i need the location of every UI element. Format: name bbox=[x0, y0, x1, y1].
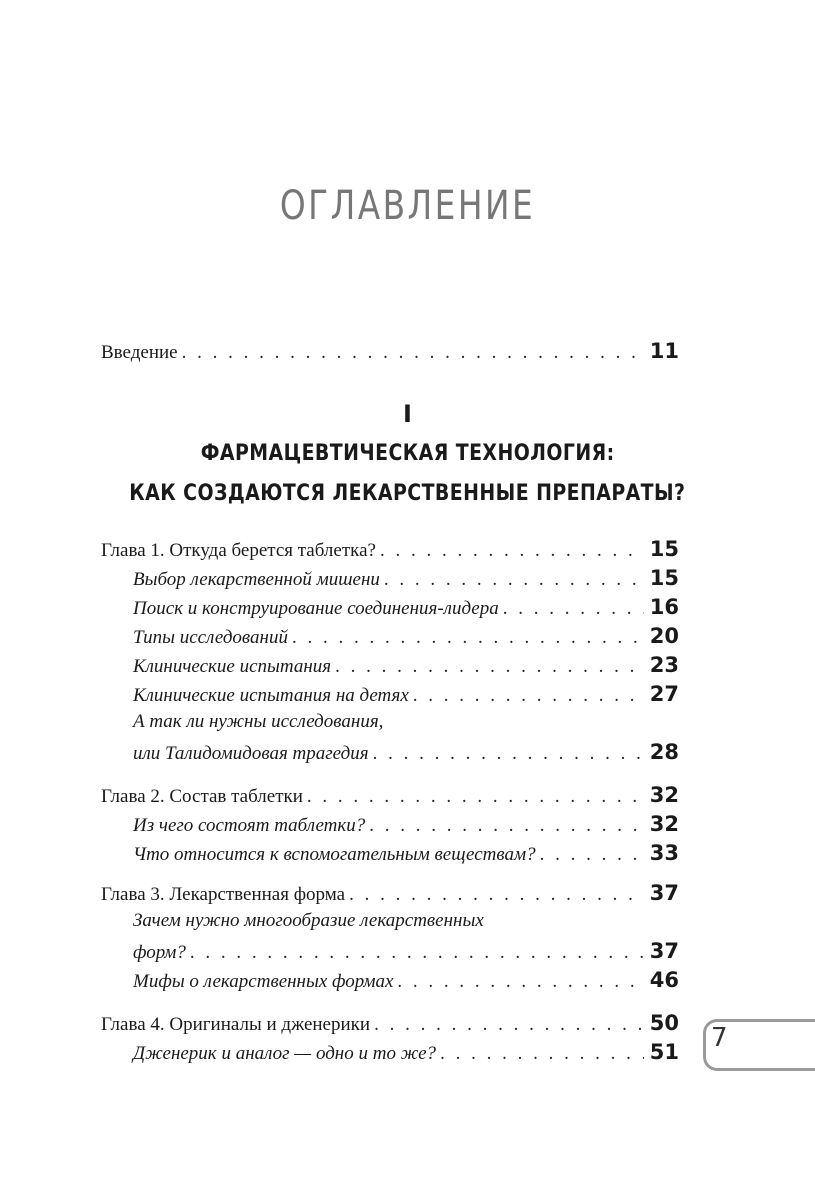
toc-entry-label: А так ли нужны исследования, bbox=[133, 711, 384, 732]
toc-section[interactable] bbox=[133, 939, 679, 969]
toc-page-number: 27 bbox=[649, 682, 679, 706]
toc-page-number: 46 bbox=[649, 968, 679, 992]
toc-entry-label: Клинические испытания на детях bbox=[133, 685, 409, 706]
toc-section[interactable] bbox=[133, 740, 679, 770]
dot-leader bbox=[373, 743, 644, 765]
dot-leader bbox=[292, 627, 644, 649]
toc-entry-label: Дженерик и аналог — одно и то же? bbox=[133, 1043, 437, 1064]
toc-chapter-3[interactable] bbox=[101, 881, 679, 911]
toc-entry-label: Типы исследований bbox=[133, 627, 288, 648]
toc-entry-label: Мифы о лекарственных формах bbox=[133, 971, 394, 992]
toc-chapter-1[interactable] bbox=[101, 537, 679, 567]
toc-section[interactable] bbox=[133, 1040, 679, 1070]
dot-leader bbox=[307, 786, 644, 808]
toc-page-number: 23 bbox=[649, 653, 679, 677]
toc-chapter-4[interactable] bbox=[101, 1011, 679, 1041]
toc-entry-label: Глава 2. Состав таблетки bbox=[101, 786, 303, 807]
toc-section[interactable] bbox=[133, 595, 679, 625]
toc-page-number: 37 bbox=[649, 939, 679, 963]
part-title-line2: КАК СОЗДАЮТСЯ ЛЕКАРСТВЕННЫЕ ПРЕПАРАТЫ? bbox=[129, 481, 686, 506]
toc-entry-label: Введение bbox=[101, 342, 178, 363]
dot-leader bbox=[540, 844, 644, 866]
toc-entry-label: Что относится к вспомогательным веществам? bbox=[133, 844, 536, 865]
dot-leader bbox=[503, 598, 644, 620]
toc-page-number: 20 bbox=[649, 624, 679, 648]
toc-page-number: 33 bbox=[649, 841, 679, 865]
dot-leader bbox=[335, 656, 644, 678]
toc-page-number: 51 bbox=[649, 1040, 679, 1064]
toc-section[interactable] bbox=[133, 566, 679, 596]
toc-title: ОГЛАВЛЕНИЕ bbox=[279, 183, 536, 229]
dot-leader bbox=[380, 540, 644, 562]
toc-section-line1[interactable] bbox=[133, 910, 679, 940]
toc-entry-label: или Талидомидовая трагедия bbox=[133, 743, 369, 764]
toc-page-number: 32 bbox=[649, 783, 679, 807]
dot-leader bbox=[349, 884, 644, 906]
toc-entry-label: Из чего состоят таблетки? bbox=[133, 815, 366, 836]
toc-section[interactable] bbox=[133, 653, 679, 683]
toc-page-number: 15 bbox=[649, 566, 679, 590]
page-number: 7 bbox=[711, 1023, 728, 1053]
toc-entry-label: форм? bbox=[133, 942, 186, 963]
toc-entry-label: Глава 1. Откуда берется таблетка? bbox=[101, 540, 376, 561]
toc-entry-label: Глава 3. Лекарственная форма bbox=[101, 884, 346, 905]
toc-entry-label: Глава 4. Оригиналы и дженерики bbox=[101, 1014, 371, 1035]
dot-leader bbox=[374, 1014, 644, 1036]
toc-entry-label: Клинические испытания bbox=[133, 656, 332, 677]
toc-entry-label: Зачем нужно многообразие лекарственных bbox=[133, 910, 484, 931]
part-title-line1: ФАРМАЦЕВТИЧЕСКАЯ ТЕХНОЛОГИЯ: bbox=[200, 441, 615, 466]
toc-page-number: 28 bbox=[649, 740, 679, 764]
toc-section[interactable] bbox=[133, 968, 679, 998]
toc-entry-intro[interactable] bbox=[101, 339, 679, 369]
dot-leader bbox=[384, 569, 644, 591]
toc-page-number: 15 bbox=[649, 537, 679, 561]
dot-leader bbox=[440, 1043, 644, 1065]
toc-page-number: 32 bbox=[649, 812, 679, 836]
toc-page-number: 37 bbox=[649, 881, 679, 905]
toc-entry-label: Выбор лекарственной мишени bbox=[133, 569, 380, 590]
toc-entry-label: Поиск и конструирование соединения-лидера bbox=[133, 598, 499, 619]
part-number: I bbox=[403, 400, 412, 428]
toc-section[interactable] bbox=[133, 624, 679, 654]
toc-section[interactable] bbox=[133, 841, 679, 871]
dot-leader bbox=[369, 815, 643, 837]
dot-leader bbox=[190, 942, 644, 964]
toc-section[interactable] bbox=[133, 812, 679, 842]
dot-leader bbox=[182, 342, 644, 364]
toc-page-number: 50 bbox=[649, 1011, 679, 1035]
dot-leader bbox=[413, 685, 644, 707]
toc-chapter-2[interactable] bbox=[101, 783, 679, 813]
toc-section[interactable] bbox=[133, 682, 679, 712]
toc-page-number: 16 bbox=[649, 595, 679, 619]
dot-leader bbox=[397, 971, 643, 993]
toc-section-line1[interactable] bbox=[133, 711, 679, 741]
toc-page-number: 11 bbox=[649, 339, 679, 363]
